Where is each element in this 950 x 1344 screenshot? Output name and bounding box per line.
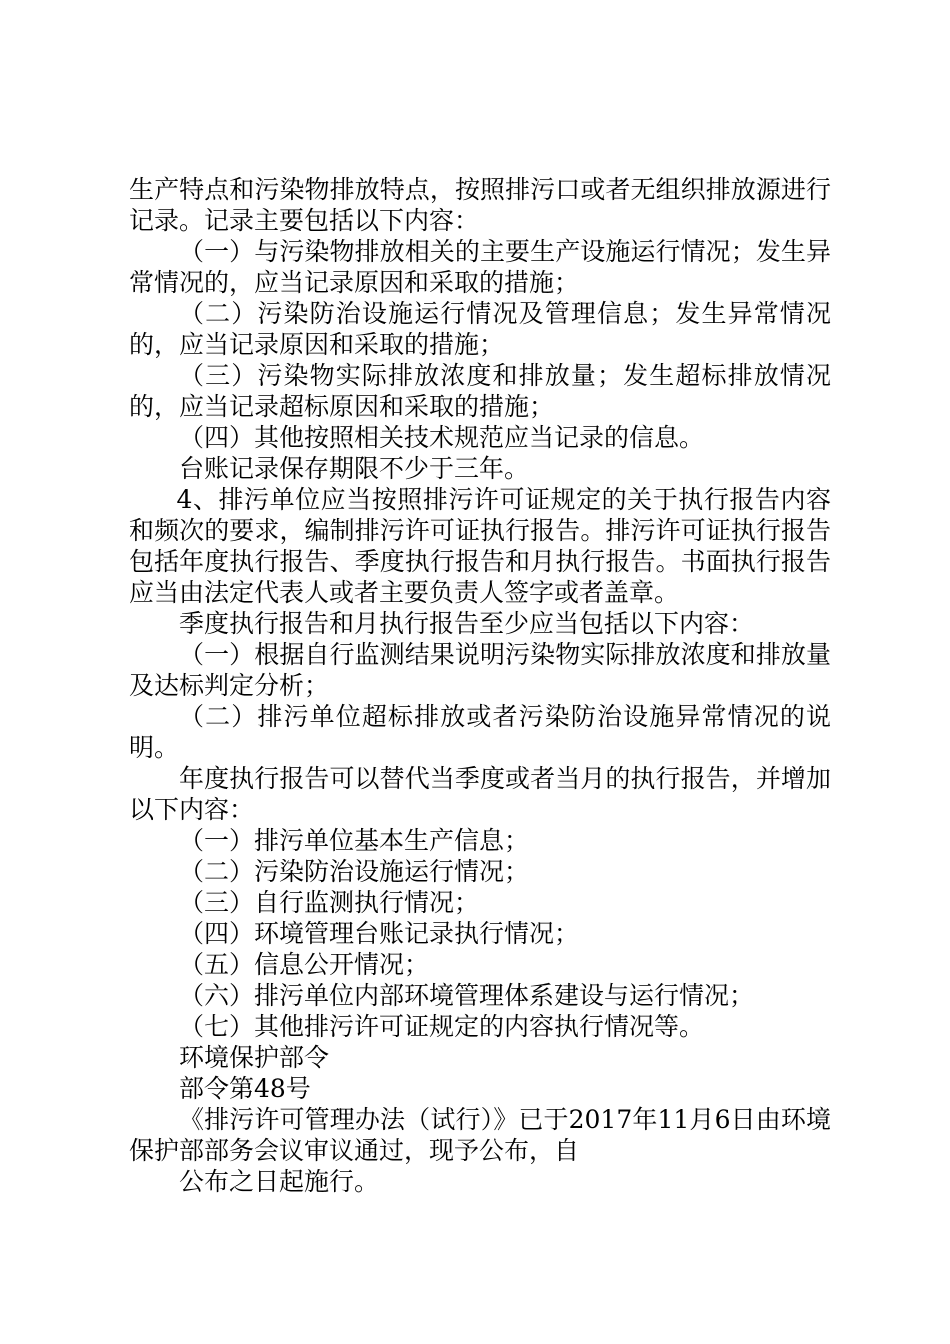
paragraph-announcement: 《排污许可管理办法（试行）》已于2017年11月6日由环境保护部部务会议审议通过，现予公布，自 (129, 1105, 831, 1165)
document-body (129, 174, 831, 1197)
paragraph-retention: 台账记录保存期限不少于三年。 (179, 454, 530, 483)
paragraph-ministry-order: 环境保护部令 (179, 1043, 330, 1072)
paragraph-item-4: （四）其他按照相关技术规范应当记录的信息。 (179, 423, 705, 452)
paragraph-item-1: （一）与污染物排放相关的主要生产设施运行情况；发生异常情况的，应当记录原因和采取的措施； (129, 237, 831, 297)
paragraph-annual-item-1: （一）排污单位基本生产信息； (179, 826, 530, 855)
paragraph-report-requirement: 4、排污单位应当按照排污许可证规定的关于执行报告内容和频次的要求，编制排污许可证执行报告。排污许可证执行报告包括年度执行报告、季度执行报告和月执行报告。书面执行报告应当由法定代表人或者主要负责人签字或者盖章。 (129, 485, 831, 607)
paragraph-annual-item-5: （五）信息公开情况； (179, 950, 430, 979)
paragraph-record-intro: 生产特点和污染物排放特点，按照排污口或者无组织排放源进行记录。记录主要包括以下内容： (129, 175, 831, 235)
paragraph-annual-item-3: （三）自行监测执行情况； (179, 888, 480, 917)
paragraph-effective: 公布之日起施行。 (179, 1167, 380, 1196)
paragraph-annual-item-4: （四）环境管理台账记录执行情况； (179, 919, 580, 948)
paragraph-annual-item-2: （二）污染防治设施运行情况； (179, 857, 530, 886)
paragraph-quarterly-item-1: （一）根据自行监测结果说明污染物实际排放浓度和排放量及达标判定分析； (129, 640, 831, 700)
paragraph-annual-intro: 年度执行报告可以替代当季度或者当月的执行报告，并增加以下内容： (129, 764, 831, 824)
paragraph-annual-item-7: （七）其他排污许可证规定的内容执行情况等。 (179, 1012, 705, 1041)
paragraph-item-2: （二）污染防治设施运行情况及管理信息；发生异常情况的，应当记录原因和采取的措施； (129, 299, 831, 359)
paragraph-quarterly-item-2: （二）排污单位超标排放或者污染防治设施异常情况的说明。 (129, 702, 831, 762)
paragraph-quarterly-intro: 季度执行报告和月执行报告至少应当包括以下内容： (179, 609, 755, 638)
paragraph-item-3: （三）污染物实际排放浓度和排放量；发生超标排放情况的，应当记录超标原因和采取的措施； (129, 361, 831, 421)
paragraph-order-number: 部令第48号 (179, 1074, 311, 1103)
paragraph-annual-item-6: （六）排污单位内部环境管理体系建设与运行情况； (179, 981, 755, 1010)
